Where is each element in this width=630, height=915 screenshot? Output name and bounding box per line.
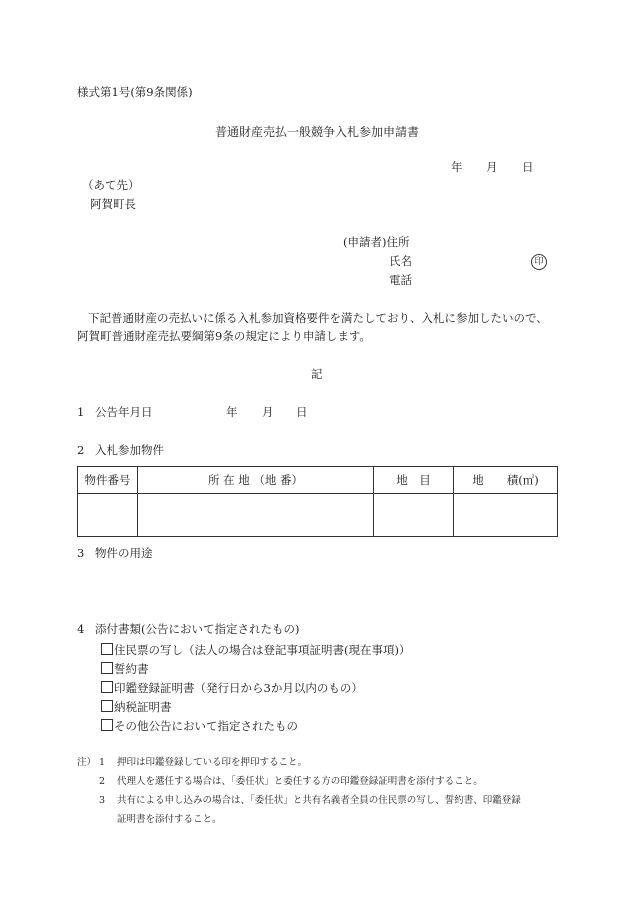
- body-line-1: 下記普通財産の売払いに係る入札参加資格要件を満たしており、入札に参加したいので、: [88, 311, 548, 325]
- attachment-item[interactable]: [101, 681, 363, 695]
- cell-land-area[interactable]: [454, 494, 558, 537]
- attachment-item[interactable]: [101, 700, 172, 714]
- attachment-label: 納税証明書: [114, 700, 172, 714]
- header-land-area: 地 積(㎡): [454, 467, 558, 494]
- note-1-text: 押印は印鑑登録している印を押印すること。: [117, 757, 308, 768]
- date-year: 年: [451, 160, 463, 174]
- section-1-day: 日: [296, 405, 308, 419]
- note-2-text: 代理人を選任する場合は、「委任状」と委任する方の印鑑登録証明書を添付すること。: [117, 776, 483, 787]
- table-header-row: [78, 467, 558, 494]
- notes-prefix: 注）: [77, 757, 97, 768]
- note-3-text: 共有による申し込みの場合は、「委任状」と共有名義者全員の住民票の写し、誓約書、印鑑登録: [117, 795, 521, 806]
- attachment-item[interactable]: [101, 662, 149, 676]
- note-1-num: 1: [99, 757, 106, 768]
- cell-property-number[interactable]: [78, 494, 138, 537]
- cell-location[interactable]: [138, 494, 374, 537]
- applicant-prefix: (申請者): [343, 235, 387, 249]
- checkbox-icon[interactable]: [101, 719, 113, 731]
- attachment-label: 印鑑登録証明書（発行日から3か月以内のもの）: [114, 681, 363, 695]
- section-2-label: 入札参加物件: [95, 443, 164, 457]
- checkbox-icon[interactable]: [101, 643, 113, 655]
- header-land-category: 地 目: [374, 467, 454, 494]
- property-table: [77, 466, 558, 537]
- checkbox-icon[interactable]: [101, 662, 113, 674]
- note-3-continuation: 証明書を添付すること。: [117, 814, 222, 825]
- section-4-num: 4: [77, 622, 85, 636]
- attachment-label: 住民票の写し（法人の場合は登記事項証明書(現在事項)）: [114, 643, 411, 657]
- page-title: 普通財産売払一般競争入札参加申請書: [215, 125, 420, 139]
- seal-mark: [531, 254, 547, 270]
- date-month: 月: [486, 160, 498, 174]
- applicant-address-row: [343, 237, 409, 249]
- table-row: [78, 494, 558, 537]
- header-location: 所 在 地 （地 番）: [138, 467, 374, 494]
- section-4-label: 添付書類(公告において指定されたもの): [95, 622, 300, 636]
- address-label: 住所: [386, 235, 410, 249]
- addressee-label: （あて先）: [82, 178, 140, 192]
- body-line-2: 阿賀町普通財産売払要綱第9条の規定により申請します。: [77, 329, 371, 343]
- note-3-num: 3: [99, 795, 106, 806]
- seal-icon: 印: [531, 254, 547, 270]
- section-1-num: 1: [77, 405, 85, 419]
- form-number: 様式第1号(第9条関係): [77, 85, 193, 99]
- name-label: 氏名: [389, 254, 412, 268]
- section-1-year: 年: [226, 405, 238, 419]
- section-1-month: 月: [262, 405, 274, 419]
- cell-land-category[interactable]: [374, 494, 454, 537]
- attachment-label: 誓約書: [114, 662, 149, 676]
- attachment-label: その他公告において指定されたもの: [114, 719, 298, 733]
- addressee-name: 阿賀町長: [90, 197, 136, 211]
- section-1-label: 公告年月日: [95, 405, 153, 419]
- header-property-number: 物件番号: [78, 467, 138, 494]
- checkbox-icon[interactable]: [101, 700, 113, 712]
- note-2-num: 2: [99, 776, 106, 787]
- checkbox-icon[interactable]: [101, 681, 113, 693]
- attachment-item[interactable]: [101, 719, 298, 733]
- attachment-item[interactable]: [101, 643, 410, 657]
- date-day: 日: [522, 160, 534, 174]
- section-3-label: 物件の用途: [95, 546, 153, 560]
- ki-heading: 記: [311, 367, 323, 381]
- section-2-num: 2: [77, 443, 85, 457]
- section-3-num: 3: [77, 546, 85, 560]
- phone-label: 電話: [389, 273, 412, 287]
